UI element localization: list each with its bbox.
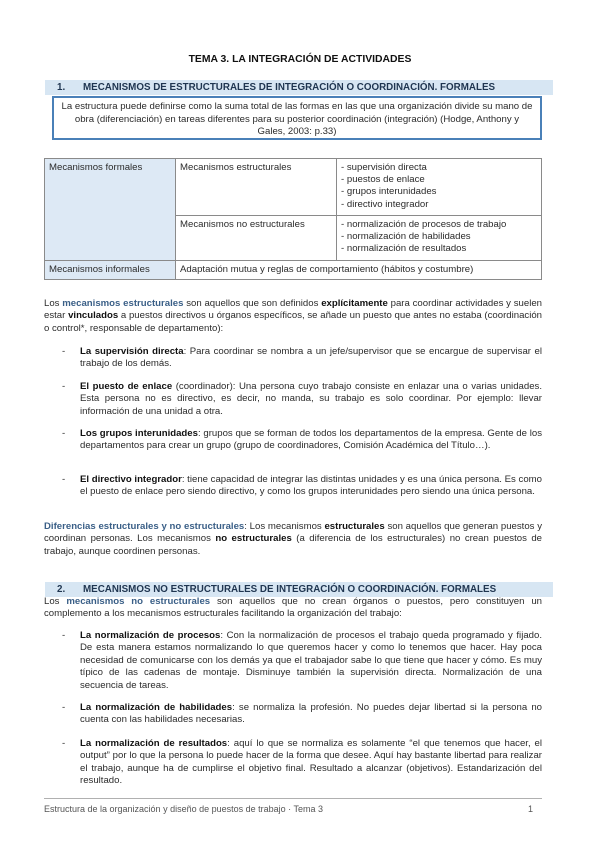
differences-paragraph: Diferencias estructurales y no estructurales: Los mecanismos estructurales son aquellos que generan puestos y coordinan personas. Los mecanismos no estructurales (a diferencia de los estructurales) no crean puestos de trabajo, aunque coordinen personas. xyxy=(44,521,542,557)
section-2-title: MECANISMOS NO ESTRUCTURALES DE INTEGRACIÓN O COORDINACIÓN. FORMALES xyxy=(83,584,497,595)
list-item: - La normalización de resultados: aquí lo que se normaliza es solamente “el que tenemos que hacer, el output” por lo que la persona lo puede hacer de la forma que desee. Aquí hay bastante libertad para realizar el trabajo, aunque ha de cumplirse el objetivo final. Resultado a alcanzar (objetivos). Estandarización del resultado. xyxy=(62,738,542,787)
bullet-term: El puesto de enlace xyxy=(80,381,173,392)
term-explicitly: explícitamente xyxy=(321,298,388,309)
page-title: TEMA 3. LA INTEGRACIÓN DE ACTIVIDADES xyxy=(188,54,412,65)
section-2-heading xyxy=(45,582,553,597)
term-differences: Diferencias estructurales y no estructurales xyxy=(44,521,245,532)
bullet-term: La normalización de procesos xyxy=(80,630,221,641)
bullet-term: Los grupos interunidades xyxy=(80,428,198,439)
term-structural: estructurales xyxy=(324,521,385,532)
page-number: 1 xyxy=(528,804,534,814)
list-item: - Los grupos interunidades: grupos que se forman de todos los departamentos de la empresa. Gente de los departamentos para crear un grupo (grupo de coordinadores, Comisión Académica del Título…). xyxy=(62,428,542,452)
bullet-term: El directivo integrador xyxy=(80,474,182,485)
nonstructural-mechanisms-cell: Mecanismos no estructurales xyxy=(176,216,337,261)
section-1-title: MECANISMOS DE ESTRUCTURALES DE INTEGRACIÓN O COORDINACIÓN. FORMALES xyxy=(83,82,496,93)
term-non-structural: no estructurales xyxy=(215,533,292,545)
list-item: - El puesto de enlace (coordinador): Una persona cuyo trabajo consiste en enlazar una o varias unidades. Esta persona no es directivo, es decir, no manda, su trabajo es solo coordinar. Por ejemplo: llevar información de una unidad a otra. xyxy=(62,381,542,417)
term-nonstructural-mechanisms: mecanismos no estructurales xyxy=(66,596,211,607)
list-item: - La supervisión directa: Para coordinar se nombra a un jefe/supervisor que se encargue de supervisar el trabajo de los demás. xyxy=(62,346,543,370)
list-item: - La normalización de habilidades: se normaliza la profesión. No puedes dejar libertad si la persona no cuenta con las habilidades necesarias. xyxy=(62,702,542,726)
section-1-number: 1. xyxy=(57,82,66,93)
bullet-term: La normalización de resultados xyxy=(80,738,228,749)
definition-box: La estructura puede definirse como la suma total de las formas en las que una organización divide su mano de obra (diferenciación) en tareas diferentes para su posterior coordinación (integración) (Hodge, Anthony y Gales, 2003: p.33) xyxy=(52,96,542,140)
section-1-heading xyxy=(45,80,553,95)
mechanisms-table xyxy=(44,158,542,280)
informal-mechanisms-cell: Mecanismos informales xyxy=(45,261,176,280)
structural-mechanisms-cell: Mecanismos estructurales xyxy=(176,159,337,216)
formal-mechanisms-cell: Mecanismos formales xyxy=(45,159,176,261)
bullet-term: La supervisión directa xyxy=(80,346,184,357)
footer-text: Estructura de la organización y diseño de puestos de trabajo · Tema 3 xyxy=(44,804,323,814)
list-item: - La normalización de procesos: Con la normalización de procesos el trabajo queda programado y fijado. De esta manera estamos normalizando lo que queremos hacer y como lo tenemos que hacer. Hay poca necesidad de comunicarse con los demás ya que el trabajador sabe lo que tiene que hacer y cómo. Es muy típico de las cadenas de montaje. Disminuye también la supervisión directa. Normalización de una secuencia de tareas. xyxy=(62,630,542,691)
term-linked: vinculados xyxy=(68,310,119,322)
section-2-number: 2. xyxy=(57,584,66,595)
structural-items-cell: - supervisión directa - puestos de enlace - grupos interunidades - directivo integrador xyxy=(337,159,542,216)
list-item: - El directivo integrador: tiene capacidad de integrar las distintas unidades y es una única persona. Es como el puesto de enlace pero siendo directivo, y como los grupos interunidades pero siendo una única persona. xyxy=(62,474,542,498)
informal-description-cell: Adaptación mutua y reglas de comportamiento (hábitos y costumbre) xyxy=(176,261,542,280)
structural-mechanisms-paragraph: Los mecanismos estructurales son aquellos que son definidos explícitamente para coordinar actividades y suelen estar vinculados a puestos directivos u órganos específicos, se añade un puesto que antes no estaba (coordinación o control*, responsable de departamento): xyxy=(44,298,543,334)
bullet-term: La normalización de habilidades xyxy=(80,702,233,713)
footer-divider xyxy=(44,798,542,799)
nonstructural-mechanisms-paragraph: Los mecanismos no estructurales son aquellos que no crean órganos o puestos, pero constituyen un complemento a los mecanismos estructurales facilitando la organización del trabajo: xyxy=(44,596,542,620)
nonstructural-items-cell: - normalización de procesos de trabajo - normalización de habilidades - normalización de resultados xyxy=(337,216,542,261)
term-structural-mechanisms: mecanismos estructurales xyxy=(62,298,184,309)
